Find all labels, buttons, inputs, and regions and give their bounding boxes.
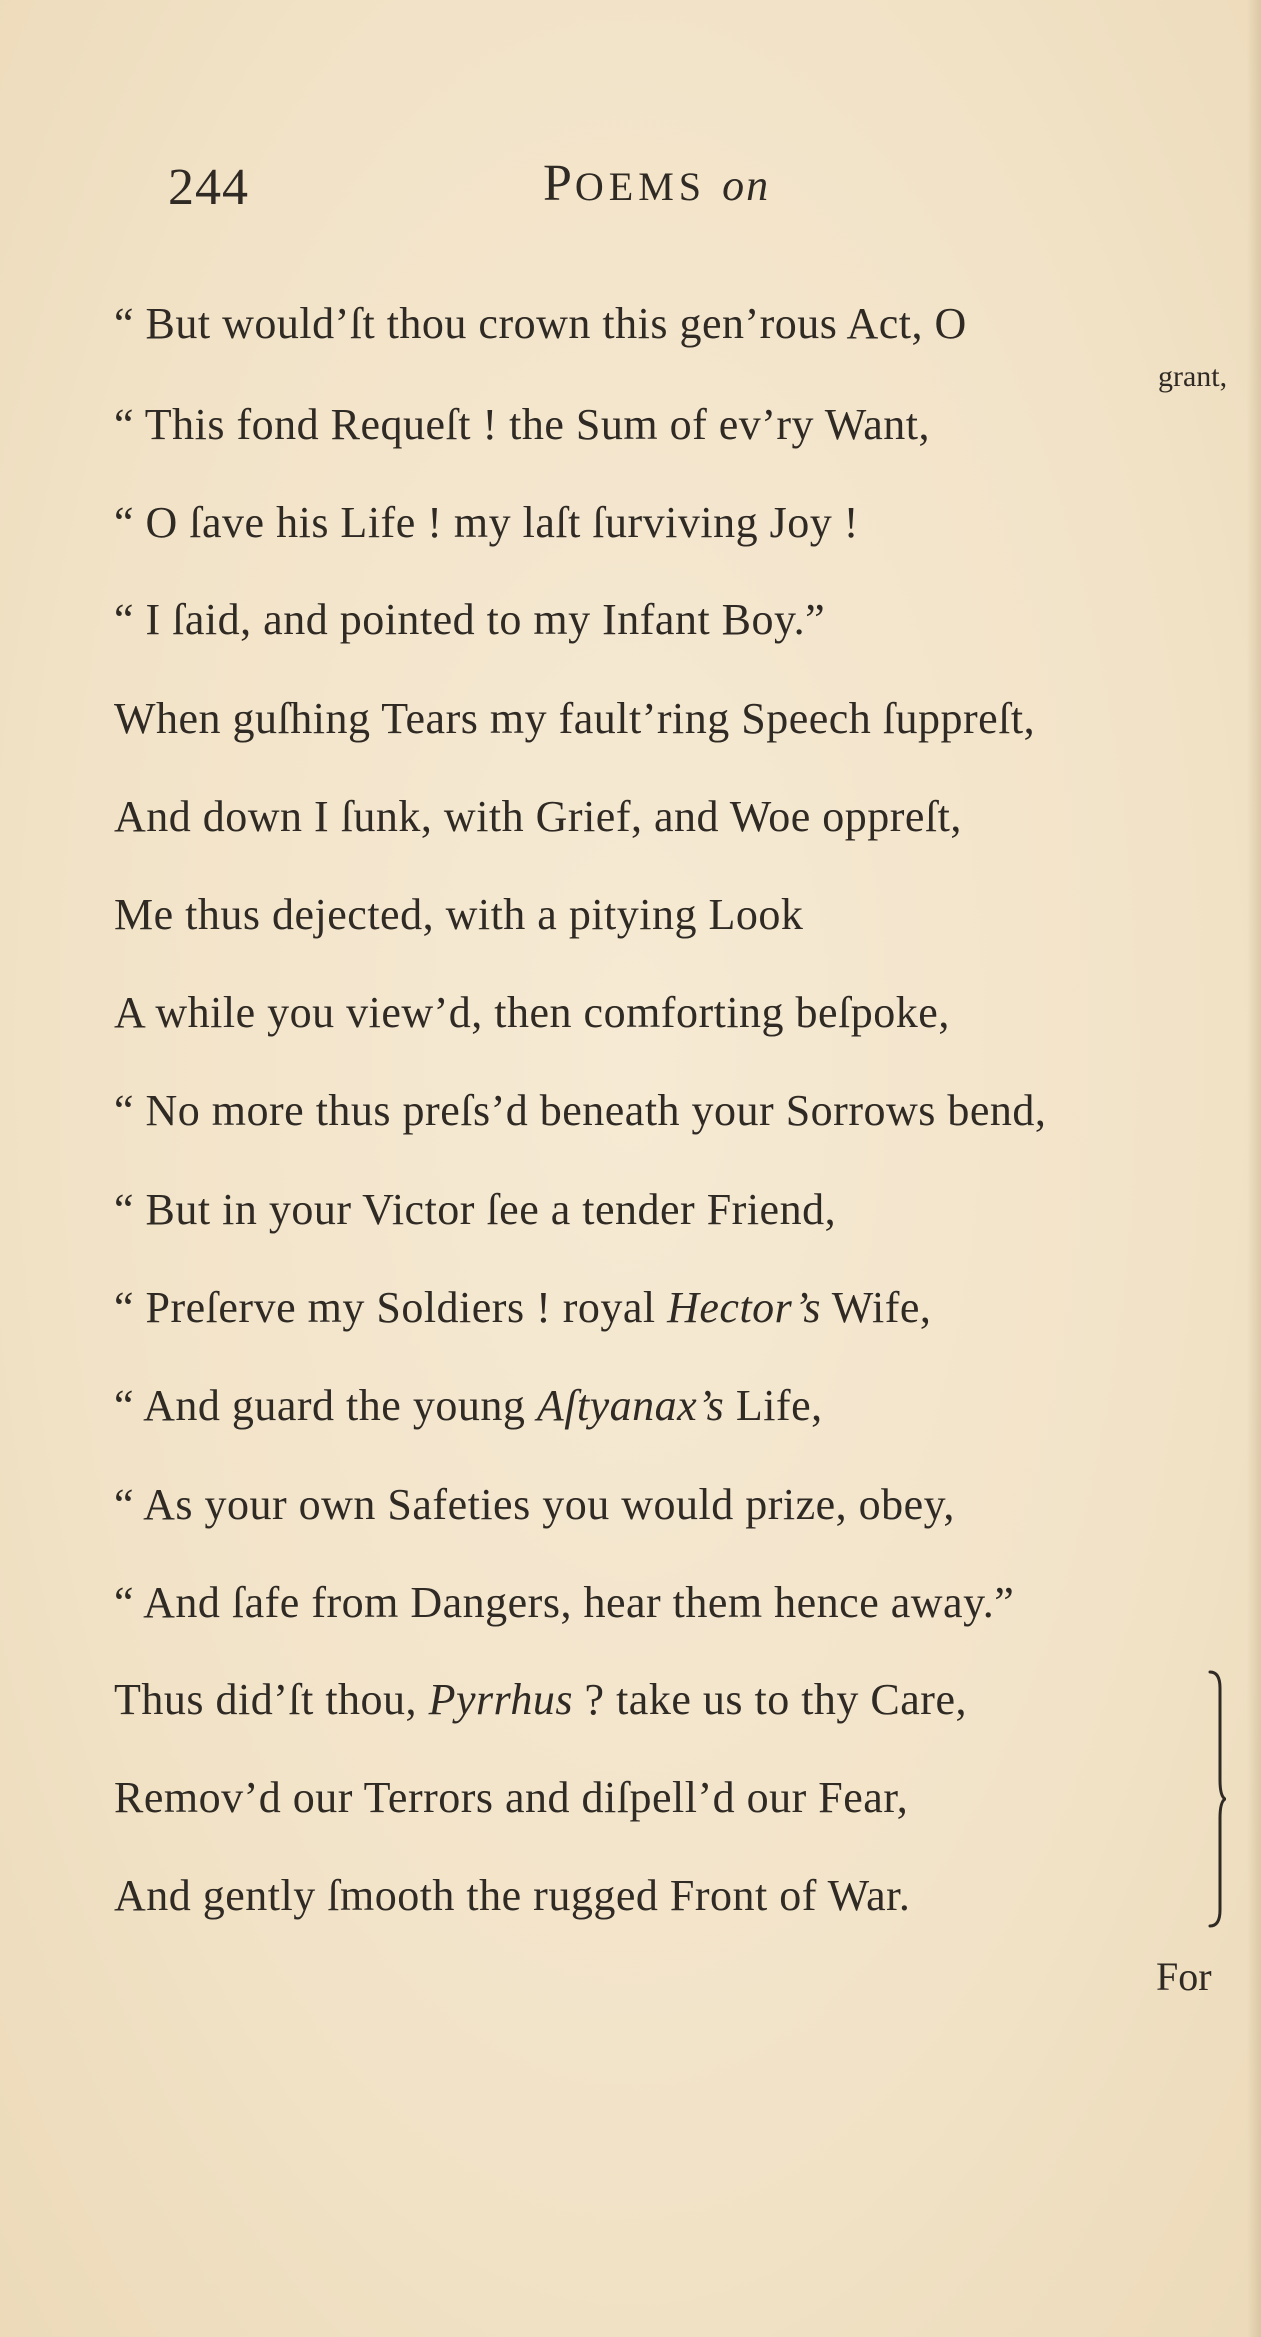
poem-line-10: “ But in your Victor ſee a tender Friend, [114, 1185, 837, 1234]
poem-line-6: And down I ſunk, with Grief, and Woe oppreſt, [114, 792, 962, 841]
poem-line-2: “ This fond Requeſt ! the Sum of ev’ry Want, [114, 400, 931, 449]
running-title-smallcaps: OEMS [574, 164, 707, 209]
running-title [543, 154, 770, 213]
page-number: 244 [168, 159, 249, 216]
poem-line-4: “ I ſaid, and pointed to my Infant Boy.” [114, 595, 826, 644]
poem-line-17: And gently ſmooth the rugged Front of War. [114, 1871, 911, 1920]
poem-line-11-post: Wife, [821, 1283, 932, 1332]
poem-line-13: “ As your own Safeties you would prize, obey, [114, 1480, 955, 1529]
turnover-word-grant: grant, [1158, 360, 1228, 393]
poem-line-7: Me thus dejected, with a pitying Look [114, 890, 804, 939]
running-title-italic: on [722, 161, 771, 210]
poem-line-12-italic: Aſtyanax’s [536, 1381, 725, 1430]
poem-line-8: A while you view’d, then comforting beſpoke, [114, 988, 950, 1037]
catchword-for: For [1156, 1954, 1212, 1999]
page-header [0, 150, 1261, 230]
poem-line-12-post: Life, [724, 1381, 823, 1430]
poem-line-15-italic: Pyrrhus [428, 1675, 574, 1724]
poem-line-1: “ But would’ſt thou crown this gen’rous Act, O [114, 299, 967, 348]
poem-line-15-post: ? take us to thy Care, [573, 1675, 967, 1724]
poem-line-5: When guſhing Tears my fault’ring Speech ſuppreſt, [114, 694, 1036, 743]
poem-line-11-pre: “ Preſerve my Soldiers ! royal [114, 1283, 668, 1332]
poem-line-3: “ O ſave his Life ! my laſt ſurviving Joy ! [114, 498, 859, 547]
poem-line-16: Remov’d our Terrors and diſpell’d our Fear, [114, 1773, 909, 1822]
running-title-capital: P [543, 155, 575, 212]
page-edge-shading [1247, 0, 1261, 2337]
poem-line-15-pre: Thus did’ſt thou, [114, 1675, 429, 1724]
triplet-brace-icon [1208, 1668, 1226, 1930]
poem-line-11-italic: Hector’s [667, 1283, 822, 1332]
poem-line-12-pre: “ And guard the young [114, 1381, 537, 1430]
poem-line-15 [114, 1672, 967, 1728]
poem-line-11 [114, 1280, 931, 1336]
poem-line-14: “ And ſafe from Dangers, hear them hence away.” [114, 1578, 1015, 1627]
poem-line-12 [114, 1378, 823, 1434]
poem-line-9: “ No more thus preſs’d beneath your Sorrows bend, [114, 1086, 1047, 1135]
